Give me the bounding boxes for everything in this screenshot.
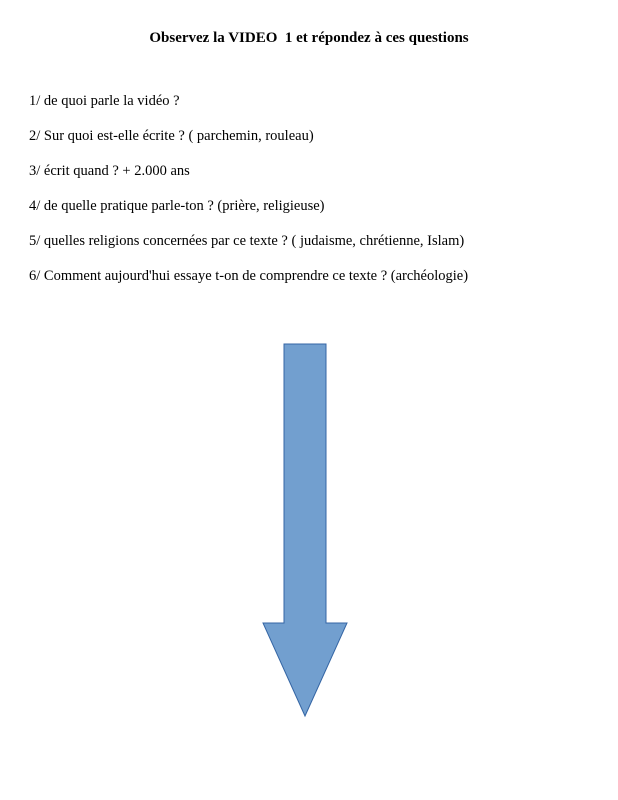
question-item-4: 4/ de quelle pratique parle-ton ? (prière, religieuse) bbox=[29, 198, 325, 214]
question-item-5: 5/ quelles religions concernées par ce texte ? ( judaisme, chrétienne, Islam) bbox=[29, 233, 465, 249]
down-arrow-shape bbox=[263, 344, 347, 716]
question-item-3: 3/ écrit quand ? + 2.000 ans bbox=[29, 163, 190, 179]
question-item-6: 6/ Comment aujourd'hui essaye t-on de comprendre ce texte ? (archéologie) bbox=[29, 268, 469, 284]
page-title: Observez la VIDEO 1 et répondez à ces questions bbox=[149, 30, 469, 46]
question-item-1: 1/ de quoi parle la vidéo ? bbox=[29, 93, 180, 109]
question-item-2: 2/ Sur quoi est-elle écrite ? ( parchemin, rouleau) bbox=[29, 128, 314, 144]
